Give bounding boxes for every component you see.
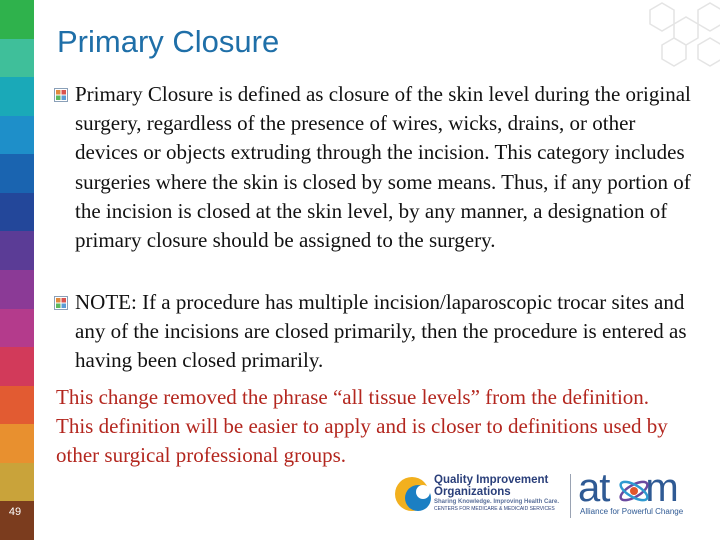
atom-logo-left: at — [578, 466, 610, 510]
color-stripe — [0, 309, 34, 348]
color-stripe — [0, 231, 34, 270]
color-stripe — [0, 386, 34, 425]
definition-change-note: This change removed the phrase “all tissue levels” from the definition. This definition will be easier to apply and is closer to definitions used by other surgical professional groups. — [56, 385, 668, 468]
color-stripe — [0, 270, 34, 309]
color-stripe — [0, 116, 34, 155]
bullet-grid-icon — [54, 296, 68, 310]
bullet-grid-icon — [54, 88, 68, 102]
color-stripe — [0, 424, 34, 463]
color-stripe — [0, 463, 34, 502]
qio-tagline: Sharing Knowledge. Improving Health Care. — [434, 499, 560, 505]
color-stripe — [0, 77, 34, 116]
slide-title: Primary Closure — [57, 24, 280, 59]
bullet-text: NOTE: If a procedure has multiple incision/laparoscopic trocar sites and any of the incisions are closed primarily, then the procedure is entered as having been closed primarily. — [75, 290, 687, 373]
bullet-item — [54, 288, 695, 376]
color-stripe — [0, 193, 34, 232]
qio-name-line1: Quality Improvement — [434, 474, 549, 486]
page-number: 49 — [8, 506, 22, 518]
logo-divider — [570, 474, 571, 518]
color-stripe-bar — [0, 0, 34, 540]
atom-logo-right: m — [645, 466, 678, 510]
atom-symbol-icon — [616, 476, 652, 506]
hexagon-pattern-decoration — [580, 0, 720, 90]
atom-tagline: Alliance for Powerful Change — [580, 507, 684, 516]
color-stripe — [0, 347, 34, 386]
qio-logo-text — [434, 474, 559, 513]
qio-cms-line: CENTERS FOR MEDICARE & MEDICAID SERVICES — [434, 506, 555, 512]
qio-name-line2: Organizations — [434, 486, 511, 498]
color-stripe — [0, 0, 34, 39]
color-stripe — [0, 39, 34, 78]
color-stripe — [0, 154, 34, 193]
bullet-text: Primary Closure is defined as closure of the skin level during the original surgery, regardless of the presence of wires, wicks, drains, or other devices or objects extruding through the incision. This category includes surgeries where the skin is closed by some means. Thus, if any portion of the incision is closed at the skin level, by any manner, a designation of primary closure should be assigned to the surgery. — [75, 82, 691, 253]
bullet-item — [54, 80, 695, 255]
